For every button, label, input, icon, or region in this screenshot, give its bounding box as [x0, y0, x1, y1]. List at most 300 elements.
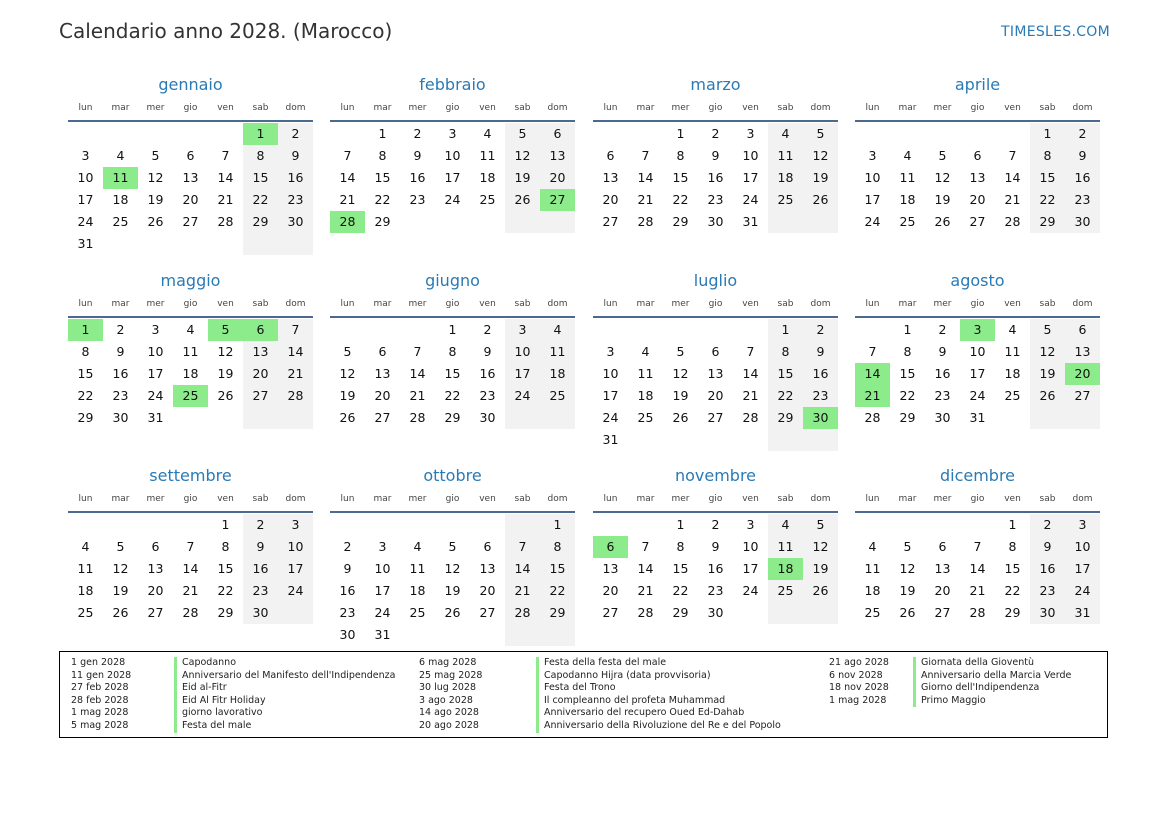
day-cell: 22: [77, 388, 94, 403]
day-cell: 16: [243, 558, 278, 580]
day-cell: 5: [208, 319, 243, 341]
day-cell: 7: [641, 148, 650, 163]
day-cell: 8: [540, 536, 575, 558]
day-cell: 20: [1065, 363, 1100, 385]
empty-cell: [470, 211, 505, 233]
day-cell: 27: [243, 385, 278, 407]
day-cell: 17: [374, 583, 391, 598]
empty-cell: [803, 602, 838, 624]
day-cell: 24: [505, 385, 540, 407]
day-cell: 4: [483, 126, 492, 141]
day-cell: 5: [1030, 319, 1065, 341]
day-cell: 6: [1065, 319, 1100, 341]
day-cell: 16: [707, 561, 724, 576]
day-cell: 11: [182, 344, 199, 359]
month-name: aprile: [954, 75, 1001, 94]
month-marzo: [593, 74, 838, 233]
day-cell: 6: [593, 536, 628, 558]
holiday-name: Festa del Trono: [536, 682, 616, 695]
empty-cell: [278, 233, 313, 255]
day-cell: 20: [602, 583, 619, 598]
weekday-label: sab: [777, 103, 794, 113]
day-cell: 15: [1004, 561, 1021, 576]
weekday-label: sab: [514, 494, 531, 504]
day-cell: 17: [742, 170, 759, 185]
holiday-date: 30 lug 2028: [419, 682, 476, 694]
holiday-date: 14 ago 2028: [419, 707, 479, 719]
day-cell: 3: [606, 344, 615, 359]
empty-cell: [435, 624, 470, 646]
day-cell: 13: [479, 561, 496, 576]
holiday-legend: [59, 651, 1108, 738]
day-cell: 10: [742, 148, 759, 163]
month-ottobre: [330, 465, 575, 646]
day-cell: 13: [707, 366, 724, 381]
day-cell: 12: [505, 145, 540, 167]
day-cell: 14: [637, 561, 654, 576]
day-cell: 5: [938, 148, 947, 163]
day-cell: 7: [868, 344, 877, 359]
day-cell: 6: [711, 344, 720, 359]
day-cell: 14: [339, 170, 356, 185]
weekday-label: sab: [252, 103, 269, 113]
day-cell: 12: [803, 536, 838, 558]
day-cell: 17: [505, 363, 540, 385]
day-cell: 22: [899, 388, 916, 403]
days-grid: [330, 123, 575, 233]
empty-cell: [995, 407, 1030, 429]
day-cell: 26: [899, 605, 916, 620]
month-aprile: [855, 74, 1100, 233]
empty-cell: [365, 319, 400, 341]
month-name: agosto: [950, 271, 1005, 290]
day-cell: 19: [147, 192, 164, 207]
weekday-label: gio: [183, 299, 198, 309]
day-cell: 25: [173, 385, 208, 407]
weekday-label: gio: [445, 494, 460, 504]
day-cell: 14: [1004, 170, 1021, 185]
day-cell: 17: [147, 366, 164, 381]
day-cell: 20: [969, 192, 986, 207]
day-cell: 10: [444, 148, 461, 163]
day-cell: 17: [278, 558, 313, 580]
month-novembre: [593, 465, 838, 624]
day-cell: 18: [768, 167, 803, 189]
month-name: giugno: [425, 271, 480, 290]
day-cell: 15: [243, 167, 278, 189]
holiday-name: Capodanno: [174, 657, 236, 670]
month-giugno: [330, 270, 575, 429]
day-cell: 27: [1065, 385, 1100, 407]
day-cell: 13: [969, 170, 986, 185]
day-cell: 23: [278, 189, 313, 211]
day-cell: 22: [672, 192, 689, 207]
day-cell: 9: [711, 148, 720, 163]
holiday-name: Giorno dell'Indipendenza: [913, 682, 1039, 695]
day-cell: 17: [742, 561, 759, 576]
day-cell: 7: [221, 148, 230, 163]
weekday-label: mer: [146, 299, 165, 309]
month-gennaio: [68, 74, 313, 255]
day-cell: 4: [81, 539, 90, 554]
day-cell: 4: [1008, 322, 1017, 337]
weekday-header: [593, 292, 838, 318]
holiday-date: 1 mag 2028: [829, 694, 887, 706]
day-cell: 3: [746, 517, 755, 532]
month-name: maggio: [160, 271, 221, 290]
weekday-label: mer: [408, 299, 427, 309]
days-grid: [593, 319, 838, 451]
empty-cell: [103, 514, 138, 536]
day-cell: 28: [637, 605, 654, 620]
weekday-label: sab: [514, 103, 531, 113]
day-cell: 19: [444, 583, 461, 598]
empty-cell: [400, 319, 435, 341]
day-cell: 22: [1004, 583, 1021, 598]
days-grid: [68, 514, 313, 624]
day-cell: 6: [540, 123, 575, 145]
holiday-name: Il compleanno del profeta Muhammad: [536, 695, 725, 708]
day-cell: 3: [448, 126, 457, 141]
empty-cell: [400, 624, 435, 646]
day-cell: 15: [540, 558, 575, 580]
day-cell: 12: [1030, 341, 1065, 363]
day-cell: 9: [938, 344, 947, 359]
empty-cell: [435, 514, 470, 536]
day-cell: 12: [147, 170, 164, 185]
day-cell: 17: [1065, 558, 1100, 580]
day-cell: 1: [1030, 123, 1065, 145]
weekday-label: dom: [1072, 299, 1093, 309]
day-cell: 4: [768, 514, 803, 536]
holiday-name: Giornata della Gioventù: [913, 657, 1034, 670]
day-cell: 15: [672, 170, 689, 185]
weekday-label: mer: [671, 299, 690, 309]
empty-cell: [470, 624, 505, 646]
holiday-name: Primo Maggio: [913, 695, 986, 708]
weekday-header: [330, 487, 575, 513]
weekday-label: gio: [445, 299, 460, 309]
day-cell: 21: [182, 583, 199, 598]
day-cell: 5: [448, 539, 457, 554]
weekday-label: ven: [742, 103, 759, 113]
empty-cell: [890, 123, 925, 145]
weekday-label: mar: [111, 103, 130, 113]
weekday-label: mar: [636, 494, 655, 504]
day-cell: 9: [278, 145, 313, 167]
day-cell: 19: [899, 583, 916, 598]
weekday-label: mer: [671, 103, 690, 113]
day-cell: 9: [413, 148, 422, 163]
day-cell: 30: [479, 410, 496, 425]
empty-cell: [278, 407, 313, 429]
day-cell: 28: [1004, 214, 1021, 229]
day-cell: 23: [934, 388, 951, 403]
empty-cell: [698, 319, 733, 341]
weekday-label: mer: [146, 494, 165, 504]
weekday-label: lun: [78, 494, 93, 504]
weekday-label: lun: [603, 103, 618, 113]
day-cell: 19: [803, 558, 838, 580]
empty-cell: [208, 233, 243, 255]
weekday-label: ven: [217, 299, 234, 309]
day-cell: 22: [243, 189, 278, 211]
day-cell: 15: [374, 170, 391, 185]
empty-cell: [330, 514, 365, 536]
empty-cell: [505, 624, 540, 646]
weekday-label: dom: [285, 299, 306, 309]
day-cell: 14: [409, 366, 426, 381]
empty-cell: [505, 407, 540, 429]
weekday-label: dom: [810, 299, 831, 309]
day-cell: 1: [676, 517, 685, 532]
weekday-label: sab: [252, 494, 269, 504]
day-cell: 23: [409, 192, 426, 207]
day-cell: 4: [768, 123, 803, 145]
day-cell: 8: [768, 341, 803, 363]
day-cell: 23: [112, 388, 129, 403]
days-grid: [593, 514, 838, 624]
day-cell: 29: [768, 407, 803, 429]
holiday-name: Anniversario del Manifesto dell'Indipendenza: [174, 670, 395, 683]
day-cell: 26: [147, 214, 164, 229]
weekday-label: sab: [777, 299, 794, 309]
weekday-label: mar: [373, 103, 392, 113]
day-cell: 18: [1004, 366, 1021, 381]
empty-cell: [540, 211, 575, 233]
empty-cell: [960, 514, 995, 536]
day-cell: 29: [374, 214, 391, 229]
day-cell: 13: [182, 170, 199, 185]
days-grid: [855, 319, 1100, 429]
day-cell: 12: [444, 561, 461, 576]
empty-cell: [768, 211, 803, 233]
day-cell: 3: [1065, 514, 1100, 536]
day-cell: 20: [707, 388, 724, 403]
day-cell: 14: [217, 170, 234, 185]
day-cell: 23: [803, 385, 838, 407]
weekday-label: sab: [777, 494, 794, 504]
day-cell: 23: [707, 192, 724, 207]
holiday-date: 1 gen 2028: [71, 657, 126, 668]
day-cell: 10: [374, 561, 391, 576]
weekday-label: ven: [479, 103, 496, 113]
empty-cell: [138, 233, 173, 255]
day-cell: 15: [899, 366, 916, 381]
day-cell: 4: [868, 539, 877, 554]
holiday-date: 6 mag 2028: [419, 657, 477, 668]
day-cell: 30: [1030, 602, 1065, 624]
day-cell: 13: [602, 170, 619, 185]
weekday-header: [855, 487, 1100, 513]
days-grid: [855, 123, 1100, 233]
day-cell: 16: [479, 366, 496, 381]
weekday-label: ven: [217, 494, 234, 504]
day-cell: 6: [973, 148, 982, 163]
day-cell: 1: [378, 126, 387, 141]
day-cell: 23: [1030, 580, 1065, 602]
day-cell: 25: [768, 189, 803, 211]
weekday-label: lun: [865, 103, 880, 113]
weekday-label: dom: [810, 103, 831, 113]
day-cell: 29: [540, 602, 575, 624]
weekday-label: gio: [970, 299, 985, 309]
empty-cell: [470, 514, 505, 536]
empty-cell: [628, 429, 663, 451]
day-cell: 26: [112, 605, 129, 620]
weekday-label: gio: [183, 494, 198, 504]
day-cell: 25: [768, 580, 803, 602]
day-cell: 11: [103, 167, 138, 189]
holiday-name: Festa della festa del male: [536, 657, 666, 670]
day-cell: 14: [182, 561, 199, 576]
day-cell: 16: [278, 167, 313, 189]
day-cell: 30: [707, 605, 724, 620]
weekday-label: ven: [217, 103, 234, 113]
day-cell: 22: [444, 388, 461, 403]
days-grid: [593, 123, 838, 233]
day-cell: 30: [278, 211, 313, 233]
weekday-label: mer: [408, 494, 427, 504]
day-cell: 18: [540, 363, 575, 385]
day-cell: 18: [479, 170, 496, 185]
day-cell: 2: [711, 517, 720, 532]
holiday-date: 21 ago 2028: [829, 657, 889, 668]
weekday-label: ven: [1004, 299, 1021, 309]
day-cell: 12: [217, 344, 234, 359]
weekday-label: dom: [285, 103, 306, 113]
day-cell: 16: [1030, 558, 1065, 580]
weekday-label: ven: [1004, 103, 1021, 113]
day-cell: 13: [147, 561, 164, 576]
day-cell: 7: [278, 319, 313, 341]
day-cell: 10: [1065, 536, 1100, 558]
day-cell: 19: [339, 388, 356, 403]
day-cell: 7: [343, 148, 352, 163]
day-cell: 12: [112, 561, 129, 576]
day-cell: 23: [243, 580, 278, 602]
day-cell: 16: [339, 583, 356, 598]
empty-cell: [925, 123, 960, 145]
empty-cell: [365, 514, 400, 536]
day-cell: 7: [505, 536, 540, 558]
day-cell: 28: [278, 385, 313, 407]
day-cell: 31: [374, 627, 391, 642]
day-cell: 12: [803, 145, 838, 167]
day-cell: 19: [505, 167, 540, 189]
day-cell: 26: [934, 214, 951, 229]
day-cell: 21: [637, 583, 654, 598]
day-cell: 8: [221, 539, 230, 554]
day-cell: 18: [768, 558, 803, 580]
days-grid: [68, 319, 313, 429]
weekday-header: [855, 292, 1100, 318]
empty-cell: [540, 407, 575, 429]
day-cell: 18: [864, 583, 881, 598]
weekday-label: mer: [146, 103, 165, 113]
day-cell: 25: [637, 410, 654, 425]
weekday-label: lun: [865, 299, 880, 309]
day-cell: 19: [934, 192, 951, 207]
day-cell: 6: [151, 539, 160, 554]
holiday-date: 20 ago 2028: [419, 719, 479, 731]
day-cell: 23: [339, 605, 356, 620]
empty-cell: [628, 123, 663, 145]
day-cell: 24: [864, 214, 881, 229]
holiday-name: Capodanno Hijra (data provvisoria): [536, 670, 711, 683]
day-cell: 13: [374, 366, 391, 381]
weekday-label: gio: [183, 103, 198, 113]
day-cell: 11: [768, 145, 803, 167]
brand-link[interactable]: TIMESLES.COM: [1001, 24, 1110, 40]
day-cell: 27: [374, 410, 391, 425]
day-cell: 16: [112, 366, 129, 381]
day-cell: 8: [676, 148, 685, 163]
month-name: luglio: [693, 271, 738, 290]
day-cell: 28: [182, 605, 199, 620]
day-cell: 19: [672, 388, 689, 403]
day-cell: 28: [637, 214, 654, 229]
day-cell: 22: [1030, 189, 1065, 211]
day-cell: 24: [1065, 580, 1100, 602]
empty-cell: [890, 514, 925, 536]
day-cell: 25: [540, 385, 575, 407]
weekday-label: sab: [514, 299, 531, 309]
weekday-label: ven: [1004, 494, 1021, 504]
weekday-label: mar: [373, 494, 392, 504]
day-cell: 3: [81, 148, 90, 163]
day-cell: 31: [602, 432, 619, 447]
weekday-label: gio: [970, 103, 985, 113]
day-cell: 14: [969, 561, 986, 576]
weekday-label: lun: [340, 299, 355, 309]
empty-cell: [663, 319, 698, 341]
day-cell: 14: [742, 366, 759, 381]
weekday-label: lun: [603, 494, 618, 504]
empty-cell: [593, 514, 628, 536]
holiday-date: 18 nov 2028: [829, 682, 889, 694]
weekday-label: ven: [742, 494, 759, 504]
day-cell: 2: [1030, 514, 1065, 536]
day-cell: 3: [746, 126, 755, 141]
holiday-date: 28 feb 2028: [71, 694, 129, 706]
day-cell: 30: [803, 407, 838, 429]
holiday-name: giorno lavorativo: [174, 707, 263, 720]
month-agosto: [855, 270, 1100, 429]
day-cell: 4: [413, 539, 422, 554]
day-cell: 12: [934, 170, 951, 185]
day-cell: 2: [483, 322, 492, 337]
day-cell: 26: [217, 388, 234, 403]
day-cell: 29: [243, 211, 278, 233]
day-cell: 17: [969, 366, 986, 381]
day-cell: 26: [803, 189, 838, 211]
holiday-date: 11 gen 2028: [71, 669, 132, 681]
weekday-label: sab: [252, 299, 269, 309]
weekday-label: mar: [111, 494, 130, 504]
month-dicembre: [855, 465, 1100, 624]
day-cell: 31: [147, 410, 164, 425]
day-cell: 10: [505, 341, 540, 363]
month-name: febbraio: [419, 75, 486, 94]
empty-cell: [505, 211, 540, 233]
day-cell: 10: [77, 170, 94, 185]
day-cell: 1: [68, 319, 103, 341]
day-cell: 27: [934, 605, 951, 620]
day-cell: 27: [602, 605, 619, 620]
day-cell: 17: [444, 170, 461, 185]
month-name: novembre: [674, 466, 757, 485]
